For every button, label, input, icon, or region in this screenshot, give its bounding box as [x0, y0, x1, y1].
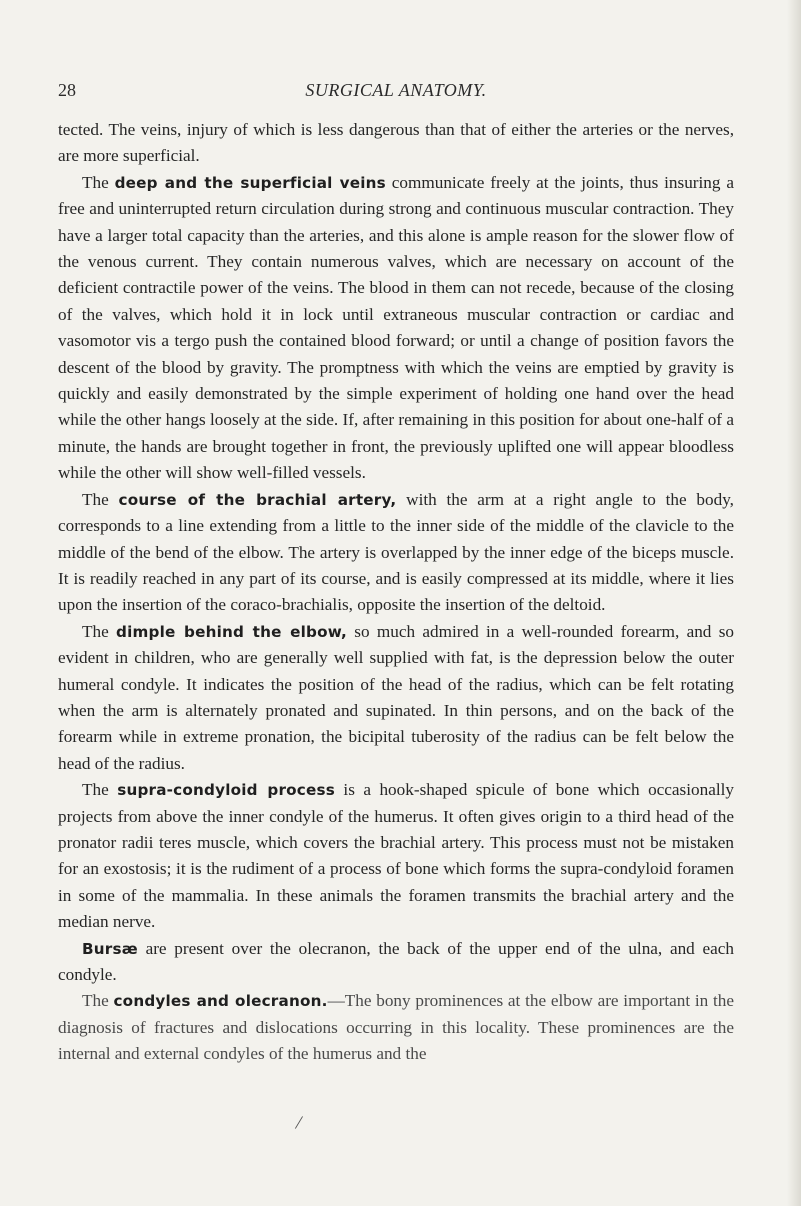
page-number: 28 [58, 80, 76, 100]
paragraph-supra-pre: The [82, 780, 118, 800]
body-text [58, 117, 734, 1068]
paragraph-brachial-artery [58, 487, 734, 619]
term-deep-superficial-veins: deep and the superficial veins [114, 173, 386, 192]
paragraph-condyles [58, 988, 734, 1067]
term-dimple-behind-elbow: dimple behind the elbow, [116, 622, 347, 641]
paragraph-brachial-pre: The [82, 489, 119, 509]
term-condyles-olecranon: condyles and olecranon. [113, 992, 328, 1011]
paragraph-supra-body: is a hook-shaped spicule of bone which occasionally projects from above the inner condyle of the humerus. It often gives origin to a third head of the pronator radii teres muscle, which covers the brachial artery. This process must not be mistaken for an exostosis; it is the rudiment of a process of bone which forms the supra-condyloid foramen in some of the mammalia. In these animals the foramen transmits the brachial artery and the median nerve. [58, 780, 734, 932]
paragraph-supra-condyloid [58, 777, 734, 935]
paragraph-bursae-body: are present over the olecranon, the back of the upper end of the ulna, and each condyle. [58, 938, 734, 984]
paragraph-dimple-pre: The [82, 621, 117, 641]
term-supra-condyloid-process: supra-condyloid process [117, 781, 335, 800]
paragraph-veins-pre: The [82, 172, 115, 192]
paragraph-brachial-body: with the arm at a right angle to the body, corresponds to a line extending from a little to the inner side of the middle of the clavicle to the middle of the bend of the elbow. The artery is overlapped by the inner edge of the biceps muscle. It is readily reached in any part of its course, and is easily compressed at its middle, where it lies upon the insertion of the coraco-brachialis, opposite the insertion of the deltoid. [58, 489, 734, 615]
paragraph-veins [58, 170, 734, 487]
running-head: SURGICAL ANATOMY. [305, 80, 487, 100]
page-header [58, 80, 734, 108]
stray-pencil-mark: / [293, 1111, 304, 1135]
paragraph-condyles-body: —The bony prominences at the elbow are important in the diagnosis of fractures and dislocations occurring in this locality. These prominences are the internal and external condyles of the humerus and the [58, 991, 734, 1064]
paragraph-bursae [58, 936, 734, 989]
term-bursae: Bursæ [82, 939, 138, 958]
paragraph-1-text: tected. The veins, injury of which is less dangerous than that of either the arteries or the nerves, are more superficial. [58, 120, 734, 166]
paragraph-1 [58, 117, 734, 170]
paragraph-veins-body: communicate freely at the joints, thus insuring a free and uninterrupted return circulation during strong and continuous muscular contraction. They have a larger total capacity than the arteries, and this alone is ample reason for the slower flow of the venous current. They contain numerous valves, which are necessary on account of the deficient contractile power of the veins. The blood in them can not recede, because of the closing of the valves, which hold it in lock until extraneous muscular contraction or cardiac and vasomotor vis a tergo push the contained blood forward; or until a change of position favors the descent of the blood by gravity. The promptness with which the veins are emptied by gravity is quickly and easily demonstrated by the simple experiment of holding one hand over the head while the other hangs loosely at the side. If, after remaining in this position for about one-half of a minute, the hands are brought together in front, the previously uplifted one will appear bloodless while the other will show well-filled vessels. [58, 172, 734, 483]
paragraph-condyles-pre: The [82, 991, 114, 1011]
paragraph-dimple-body: so much admired in a well-rounded forearm, and so evident in children, who are generally well supplied with fat, is the depression below the outer humeral condyle. It indicates the position of the head of the radius, which can be felt rotating when the arm is alternately pronated and supinated. In thin persons, and on the back of the forearm while in extreme pronation, the bicipital tuberosity of the radius can be felt below the head of the radius. [58, 621, 734, 773]
paragraph-elbow-dimple [58, 619, 734, 777]
term-brachial-artery: course of the brachial artery, [118, 490, 397, 509]
page-edge-shadow [787, 0, 801, 1206]
